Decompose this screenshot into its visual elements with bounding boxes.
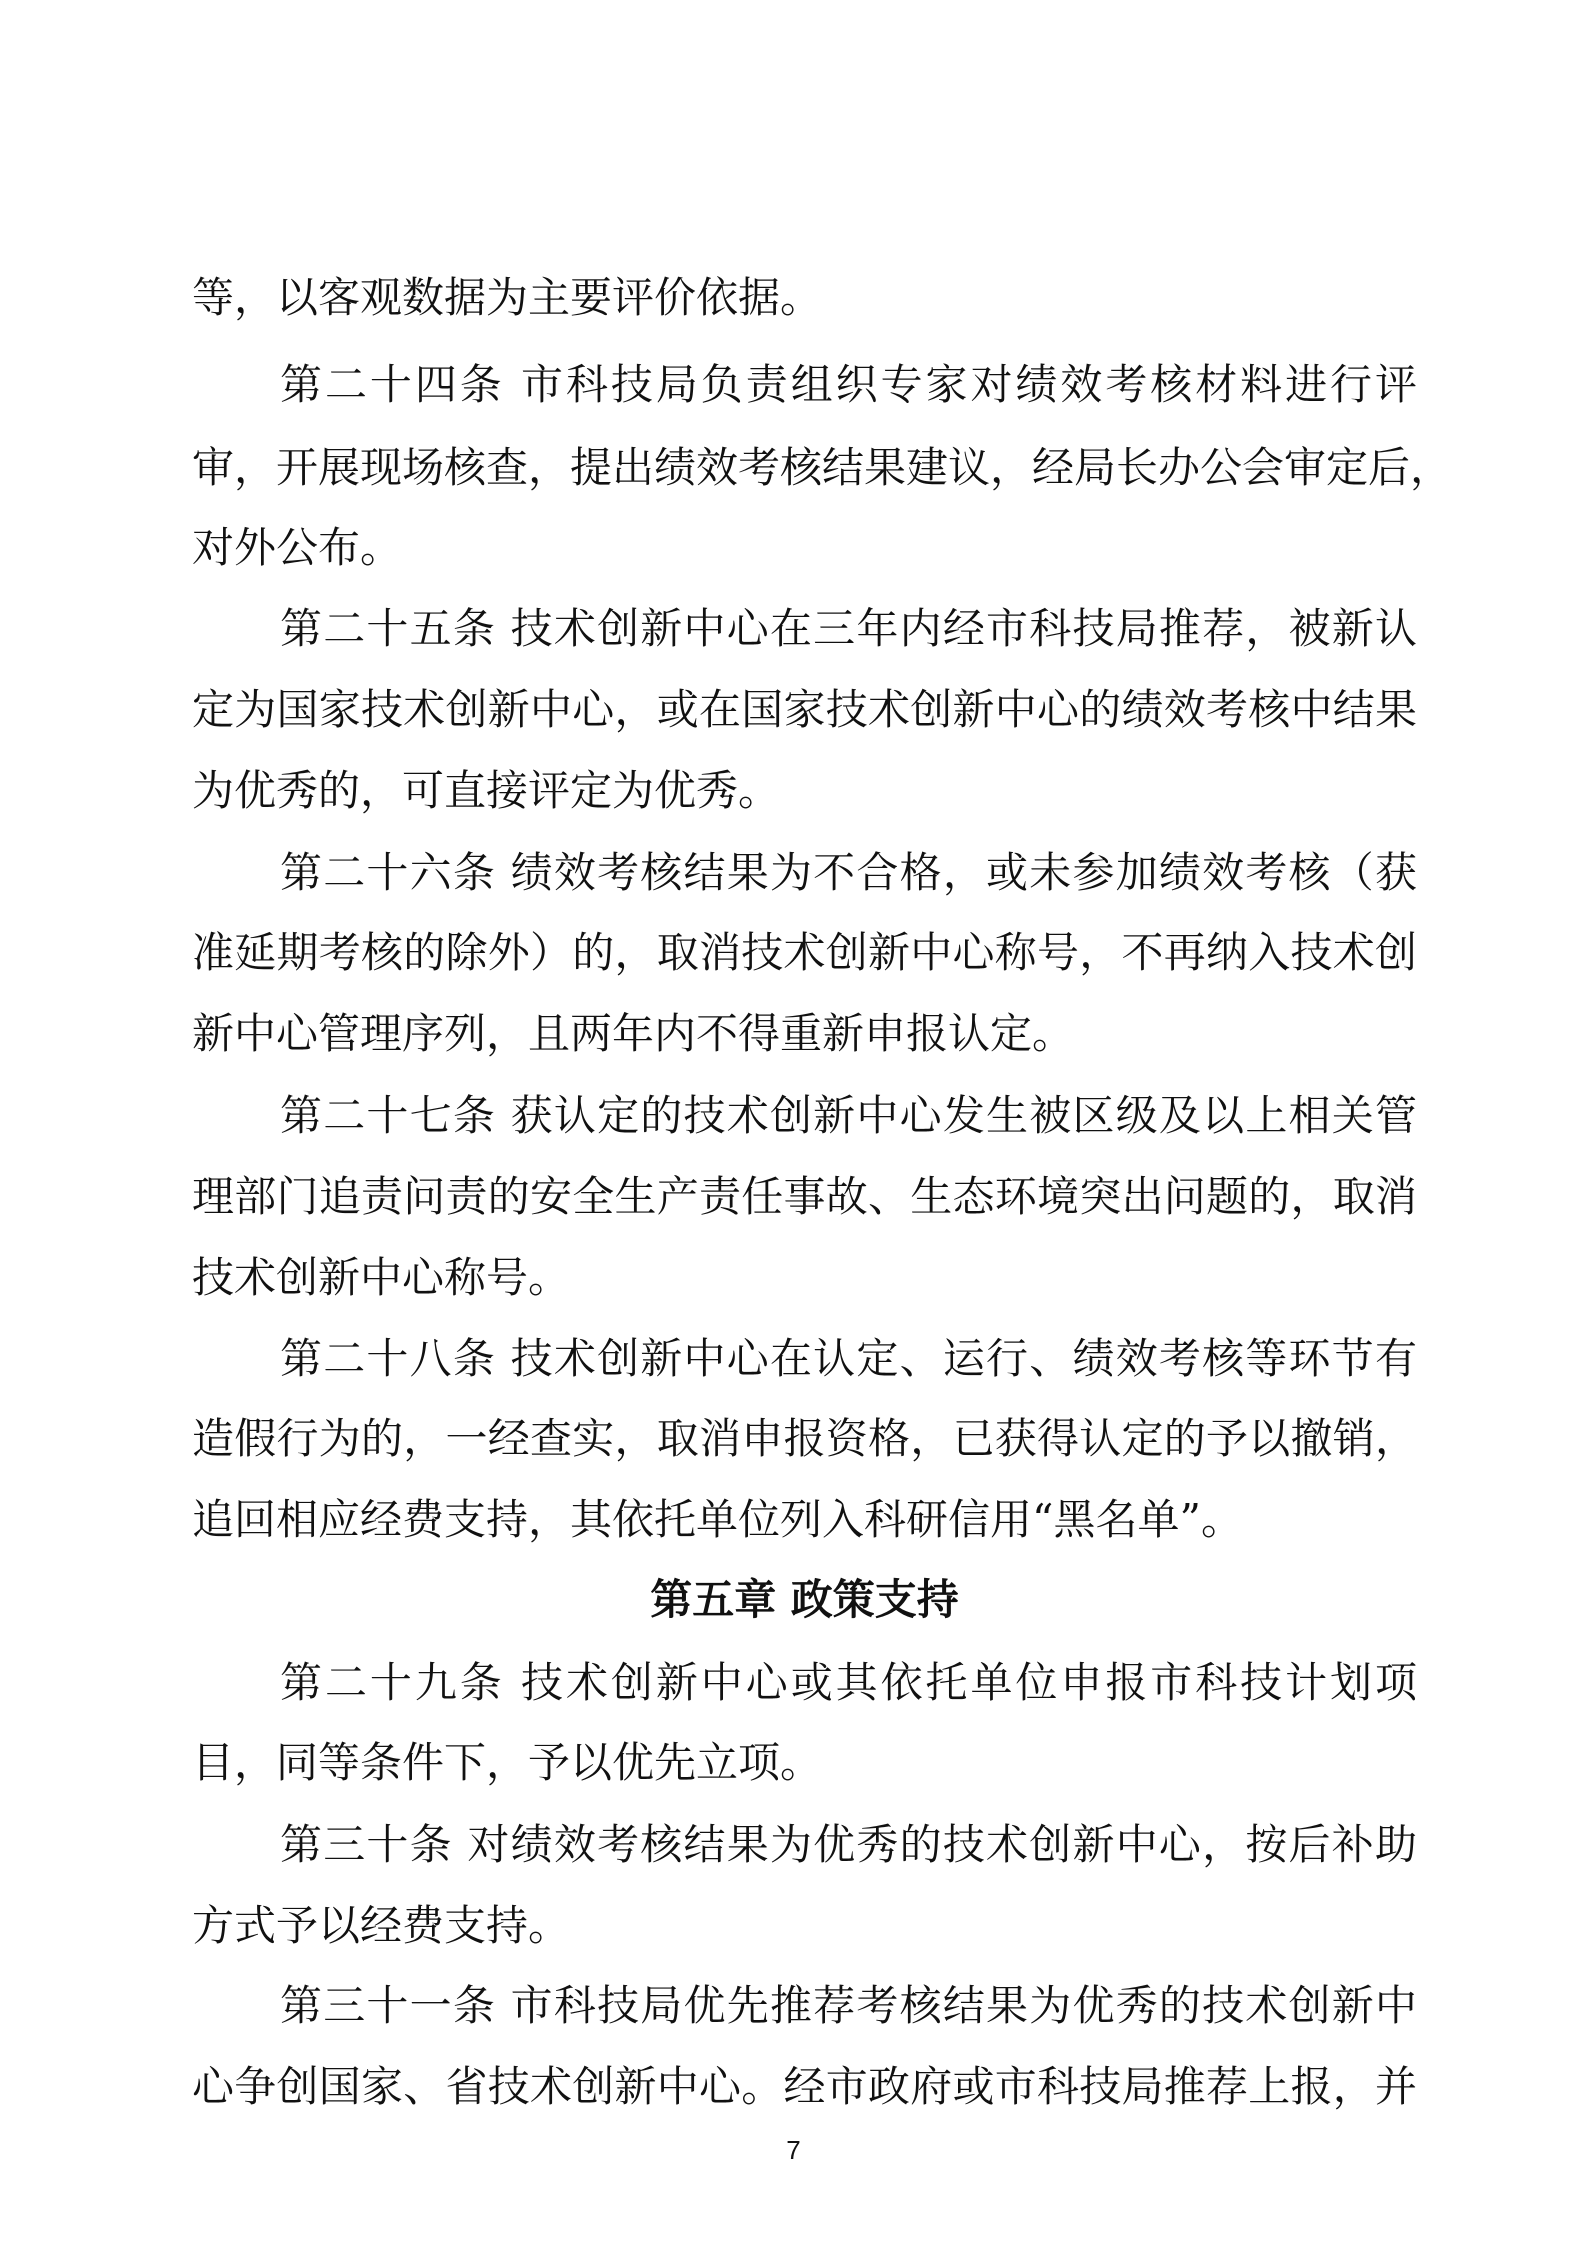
- article-31-line-1: 第三十一条 市科技局优先推荐考核结果为优秀的技术创新中: [280, 1981, 1417, 2030]
- chapter-heading: 第五章 政策支持: [650, 1575, 959, 1624]
- article-25-line-3: 为优秀的，可直接评定为优秀。: [192, 766, 781, 815]
- page-number: 7: [786, 2135, 801, 2165]
- article-27-line-3: 技术创新中心称号。: [192, 1253, 571, 1302]
- article-24-line-3: 对外公布。: [192, 523, 403, 572]
- article-25-line-1: 第二十五条 技术创新中心在三年内经市科技局推荐，被新认: [280, 604, 1417, 653]
- article-30-line-1: 第三十条 对绩效考核结果为优秀的技术创新中心，按后补助: [280, 1820, 1417, 1869]
- article-29-line-2: 目，同等条件下，予以优先立项。: [192, 1738, 823, 1787]
- article-28-line-1: 第二十八条 技术创新中心在认定、运行、绩效考核等环节有: [280, 1334, 1417, 1383]
- article-27-line-2: 理部门追责问责的安全生产责任事故、生态环境突出问题的，取消: [192, 1172, 1417, 1221]
- text-line: 等，以客观数据为主要评价依据。: [192, 273, 823, 322]
- article-31-line-2: 心争创国家、省技术创新中心。经市政府或市科技局推荐上报，并: [192, 2062, 1417, 2111]
- article-28-line-3: 追回相应经费支持，其依托单位列入科研信用“黑名单”。: [192, 1495, 1243, 1544]
- article-26-line-1: 第二十六条 绩效考核结果为不合格，或未参加绩效考核（获: [280, 848, 1417, 897]
- article-25-line-2: 定为国家技术创新中心，或在国家技术创新中心的绩效考核中结果: [192, 685, 1417, 734]
- article-26-line-2: 准延期考核的除外）的，取消技术创新中心称号，不再纳入技术创: [192, 928, 1417, 977]
- article-27-line-1: 第二十七条 获认定的技术创新中心发生被区级及以上相关管: [280, 1091, 1417, 1140]
- article-29-line-1: 第二十九条 技术创新中心或其依托单位申报市科技计划项: [280, 1658, 1417, 1707]
- article-30-line-2: 方式予以经费支持。: [192, 1901, 571, 1950]
- article-26-line-3: 新中心管理序列，且两年内不得重新申报认定。: [192, 1009, 1075, 1058]
- article-28-line-2: 造假行为的，一经查实，取消申报资格，已获得认定的予以撤销，: [192, 1414, 1417, 1463]
- article-24-line-1: 第二十四条 市科技局负责组织专家对绩效考核材料进行评: [280, 360, 1417, 409]
- article-24-line-2: 审，开展现场核查，提出绩效考核结果建议，经局长办公会审定后，: [192, 443, 1453, 492]
